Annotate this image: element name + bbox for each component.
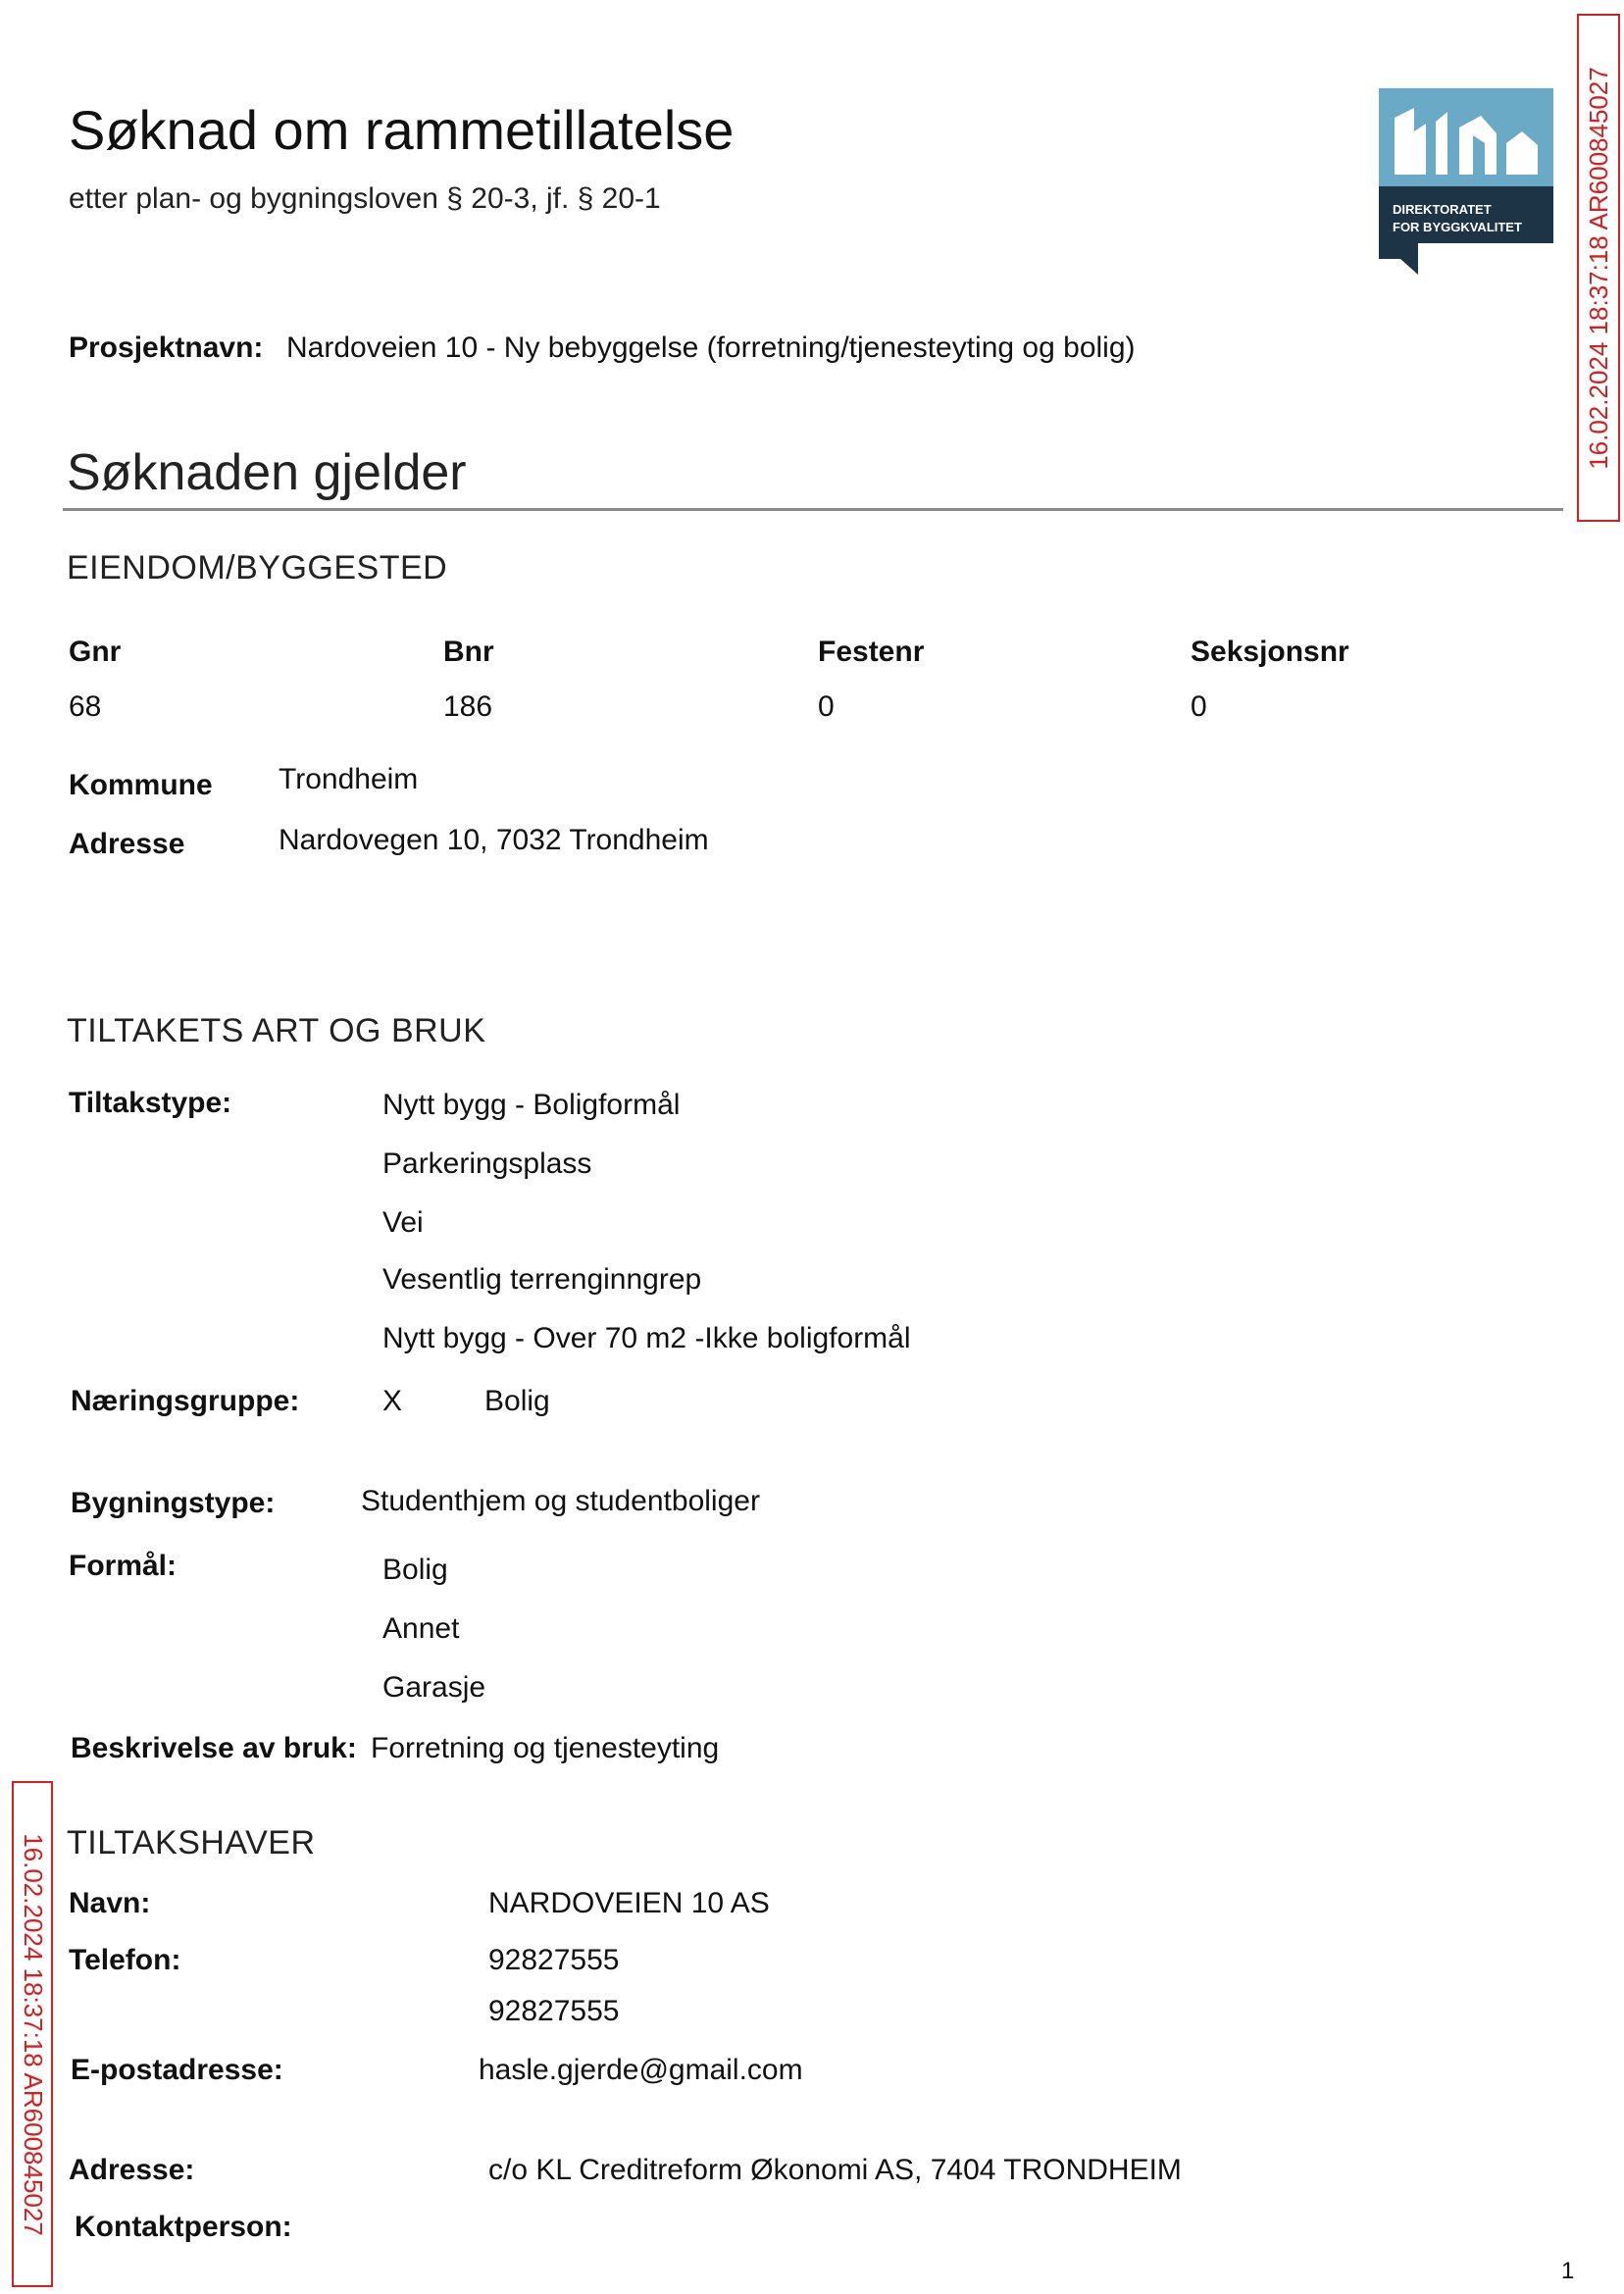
timestamp-stamp-right [1577, 14, 1620, 522]
bygningstype-value: Studenthjem og studentboliger [361, 1485, 760, 1517]
telefon-label: Telefon: [69, 1944, 181, 1976]
stamp-text: 16.02.2024 18:37:18 AR600845027 [1583, 66, 1613, 470]
gnr-value: 68 [69, 690, 102, 723]
tiltakstype-label: Tiltakstype: [69, 1087, 232, 1119]
kommune-value: Trondheim [279, 763, 419, 795]
tiltakshaver-adresse-label: Adresse: [69, 2154, 195, 2186]
column-header-gnr: Gnr [69, 636, 122, 668]
project-name-value: Nardoveien 10 - Ny bebyggelse (forretning/tjenesteyting og bolig) [286, 331, 1136, 364]
tiltakstype-item: Parkeringsplass [382, 1147, 592, 1180]
tiltakstype-item: Vesentlig terrenginngrep [382, 1263, 702, 1296]
stamp-text: 16.02.2024 18:37:18 AR600845027 [18, 1832, 48, 2236]
formal-item: Annet [382, 1612, 460, 1645]
section-divider [63, 508, 1563, 511]
tiltakstype-item: Vei [382, 1206, 424, 1239]
naeringsgruppe-label: Næringsgruppe: [71, 1385, 300, 1417]
column-header-festenr: Festenr [818, 636, 925, 668]
kommune-label: Kommune [69, 769, 213, 801]
document-subtitle: etter plan- og bygningsloven § 20-3, jf. § 20-1 [69, 182, 661, 215]
logo-text-line-1: DIREKTORATET [1393, 202, 1492, 217]
navn-label: Navn: [69, 1887, 151, 1919]
tiltak-heading: TILTAKETS ART OG BRUK [67, 1012, 486, 1049]
navn-value: NARDOVEIEN 10 AS [488, 1887, 770, 1919]
naeringsgruppe-value: Bolig [484, 1385, 550, 1417]
beskrivelse-label: Beskrivelse av bruk: [71, 1732, 357, 1764]
formal-item: Bolig [382, 1554, 448, 1586]
adresse-label: Adresse [69, 828, 185, 860]
column-header-bnr: Bnr [443, 636, 494, 668]
dibk-logo [1379, 88, 1553, 275]
epost-label: E-postadresse: [71, 2054, 283, 2086]
seksjonsnr-value: 0 [1191, 690, 1207, 723]
page-number: 1 [1561, 2258, 1575, 2284]
epost-value: hasle.gjerde@gmail.com [479, 2054, 803, 2086]
adresse-value: Nardovegen 10, 7032 Trondheim [279, 824, 709, 856]
bygningstype-label: Bygningstype: [71, 1487, 276, 1519]
tiltakshaver-heading: TILTAKSHAVER [67, 1824, 316, 1861]
naeringsgruppe-code: X [382, 1385, 403, 1417]
section-title: Søknaden gjelder [67, 444, 467, 501]
timestamp-stamp-left [12, 1781, 53, 2287]
tiltakshaver-adresse-value: c/o KL Creditreform Økonomi AS, 7404 TRONDHEIM [488, 2154, 1182, 2186]
project-name-label: Prosjektnavn: [69, 331, 264, 364]
bnr-value: 186 [443, 690, 493, 723]
beskrivelse-value: Forretning og tjenesteyting [371, 1732, 720, 1764]
logo-text-line-2: FOR BYGGKVALITET [1393, 220, 1522, 234]
document-title: Søknad om rammetillatelse [69, 99, 735, 161]
festenr-value: 0 [818, 690, 835, 723]
formal-item: Garasje [382, 1671, 486, 1704]
property-heading: EIENDOM/BYGGESTED [67, 549, 448, 586]
telefon-value: 92827555 [488, 1995, 620, 2027]
column-header-seksjonsnr: Seksjonsnr [1191, 636, 1349, 668]
telefon-value: 92827555 [488, 1944, 620, 1976]
tiltakstype-item: Nytt bygg - Boligformål [382, 1089, 681, 1121]
kontaktperson-label: Kontaktperson: [75, 2211, 292, 2243]
formal-label: Formål: [69, 1550, 178, 1582]
tiltakstype-item: Nytt bygg - Over 70 m2 -Ikke boligformål [382, 1322, 911, 1354]
